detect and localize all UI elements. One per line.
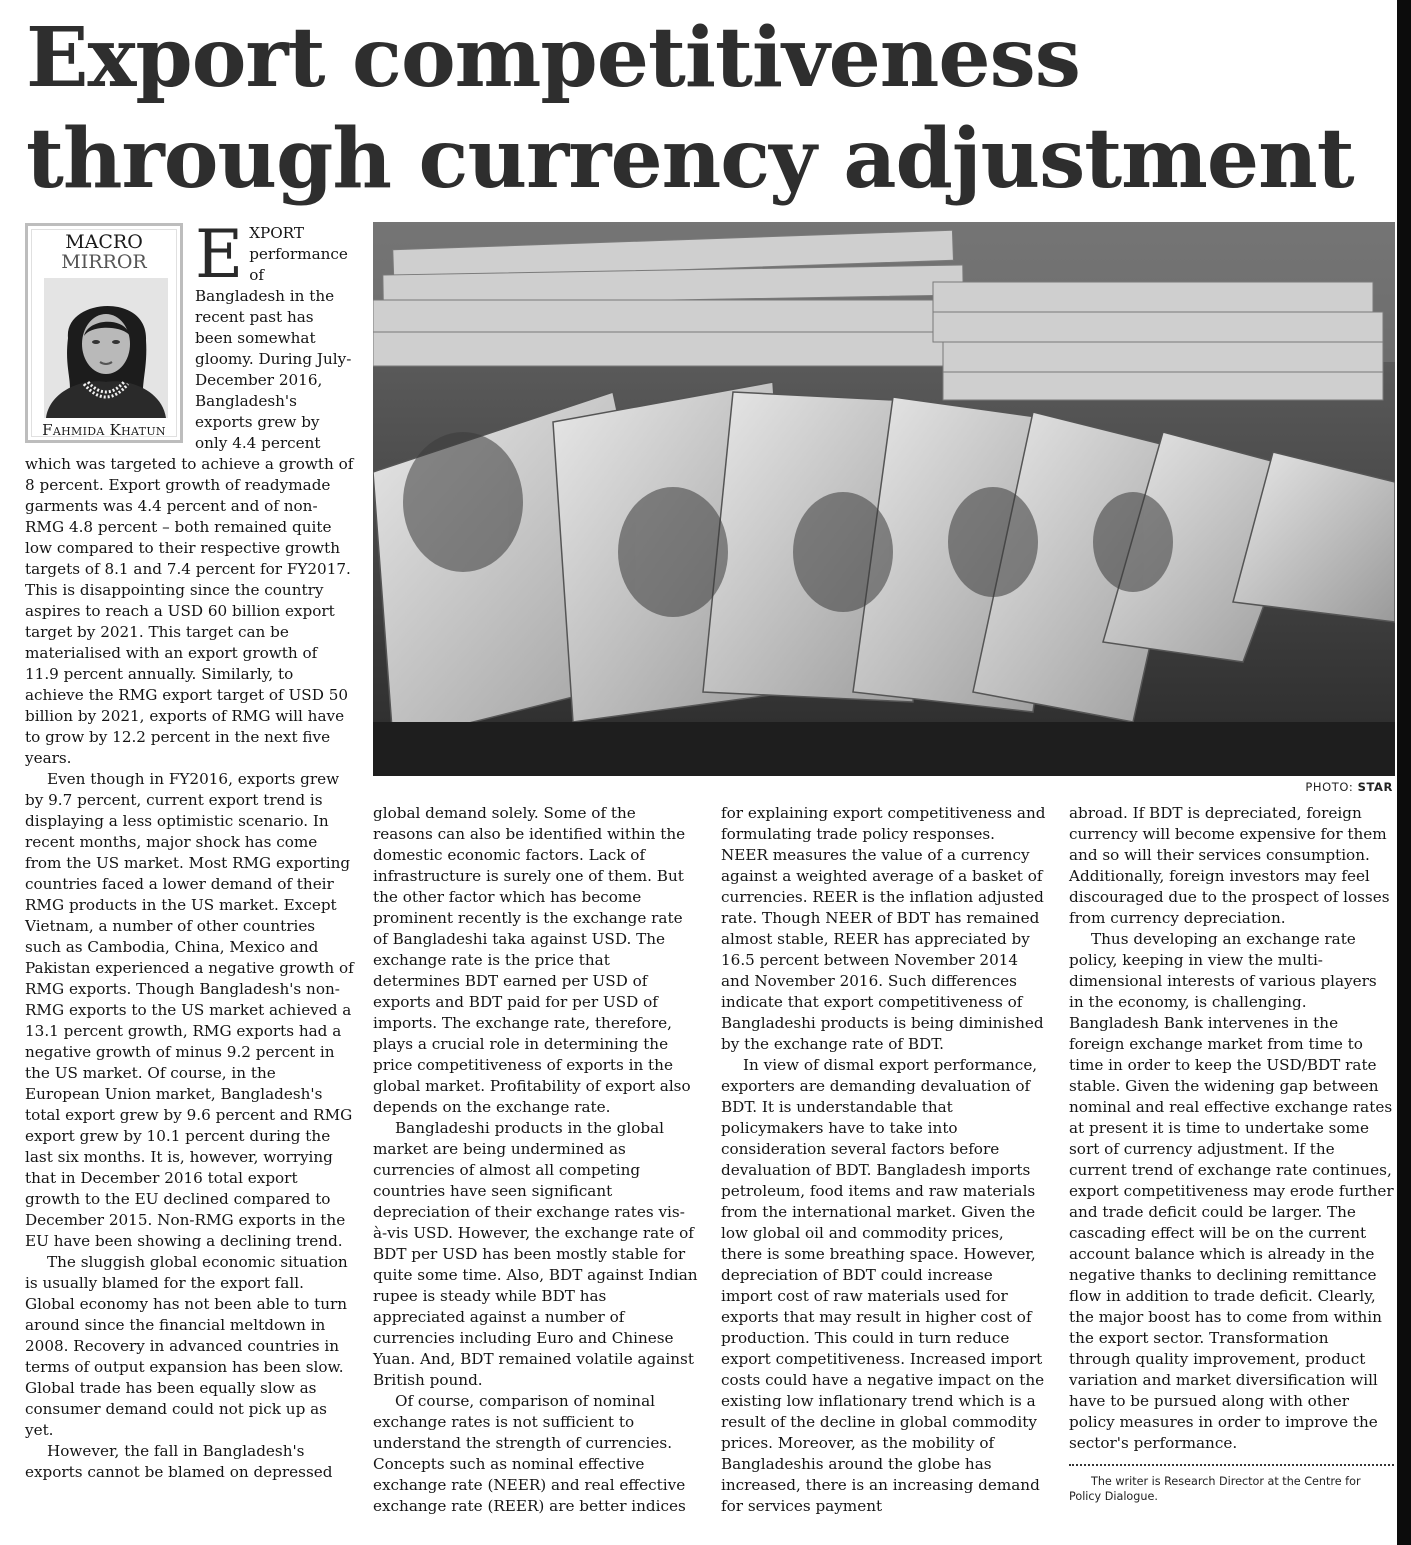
paragraph: Thus developing an exchange rate policy, keeping in view the multi-dimensional interests of various players in the economy, is challenging. Bangladesh Bank intervenes in the foreign exchange market from time to time in order to keep the USD/BDT rate stable. Given the widening gap between nominal and real effective exchange rates at present it is time to undertake some sort of currency adjustment. If the current trend of exchange rate continues, export competitiveness may erode further and trade deficit could be larger. The cascading effect will be on the current account balance which is already in the negative thanks to declining remittance flow in addition to trade deficit. Clearly, the major boost has to come from within the export sector. Transformation through quality improvement, product variation and market diversification will have to be pursued along with other policy measures in order to improve the sector's performance. xyxy=(1069,930,1394,1452)
author-name: Fahmida Khatun xyxy=(42,421,166,439)
headline: Export competitiveness through currency adjustment xyxy=(26,10,1354,207)
column-name-line2: MIRROR xyxy=(61,251,147,273)
writer-note: The writer is Research Director at the Centre for Policy Dialogue. xyxy=(1069,1475,1361,1503)
paragraph: global demand solely. Some of the reasons can also be identified within the domestic economic factors. Lack of infrastructure is surely one of them. But the other factor which has become prominent recently is the exchange rate of Bangladeshi taka against USD. The exchange rate is the price that determines BDT earned per USD of exports and BDT paid for per USD of imports. The exchange rate, therefore, plays a crucial role in determining the price competitiveness of exports in the global market. Profitability of export also depends on the exchange rate. xyxy=(373,804,691,1116)
paragraph: However, the fall in Bangladesh's exports cannot be blamed on depressed xyxy=(25,1442,333,1481)
paragraph: Of course, comparison of nominal exchange rates is not sufficient to understand the strength of currencies. Concepts such as nominal effective exchange rate (NEER) and real effective exchange rate (REER) are better indices xyxy=(373,1392,686,1515)
drop-cap: E xyxy=(195,216,244,293)
column-4 xyxy=(1069,803,1394,1504)
photo-credit-source: STAR xyxy=(1357,780,1393,794)
author-portrait-image xyxy=(44,278,168,418)
photo-credit xyxy=(1305,780,1393,794)
paragraph: abroad. If BDT is depreciated, foreign currency will become expensive for them and so will their services consumption. Additionally, foreign investors may feel discouraged due to the prospect of losses from currency depreciation. xyxy=(1069,804,1390,927)
column-name-line1: MACRO xyxy=(65,231,143,253)
author-portrait xyxy=(44,278,168,418)
paragraph: Even though in FY2016, exports grew by 9.7 percent, current export trend is displaying a less optimistic scenario. In recent months, major shock has come from the US market. Most RMG exporting countries faced a lower demand of their RMG products in the US market. Except Vietnam, a number of other countries such as Cambodia, China, Mexico and Pakistan experienced a negative growth of RMG exports. Though Bangladesh's non-RMG exports to the US market achieved a 13.1 percent growth, RMG exports had a negative growth of minus 9.2 percent in the US market. Of course, in the European Union market, Bangladesh's total export grew by 9.6 percent and RMG export grew by 10.1 percent during the last six months. It is, however, worrying that in December 2016 total export growth to the EU declined compared to December 2015. Non-RMG exports in the EU have been showing a declining trend. xyxy=(25,770,354,1250)
byline-box xyxy=(25,223,183,443)
column-2 xyxy=(373,803,698,1517)
banknotes-illustration xyxy=(373,222,1395,776)
column-3 xyxy=(721,803,1046,1517)
paragraph: Bangladeshi products in the global market are being undermined as currencies of almost all competing countries have seen significant depreciation of their exchange rates vis-à-vis USD. However, the exchange rate of BDT per USD has been mostly stable for quite some time. Also, BDT against Indian rupee is steady while BDT has appreciated against a number of currencies including Euro and Chinese Yuan. And, BDT remained volatile against British pound. xyxy=(373,1119,698,1389)
paragraph: The sluggish global economic situation is usually blamed for the export fall. Global economy has not been able to turn around since the financial meltdown in 2008. Recovery in advanced countries in terms of output expansion has been slow. Global trade has been equally slow as consumer demand could not pick up as yet. xyxy=(25,1253,348,1439)
photo-credit-label: PHOTO: xyxy=(1305,780,1354,794)
paragraph-text: XPORT performance of Bangladesh in the recent past has been somewhat gloomy. During July-December 2016, Bangladesh's exports grew by only 4.4 percent which was targeted to achieve a growth of 8 percent. Export growth of readymade garments was 4.4 percent and of non-RMG 4.8 percent – both remained quite low compared to their respective growth targets of 8.1 and 7.4 percent for FY2017. This is disappointing since the country aspires to reach a USD 60 billion export target by 2021. This target can be materialised with an export growth of 11.9 percent annually. Similarly, to achieve the RMG export target of USD 50 billion by 2021, exports of RMG will have to grow by 12.2 percent in the next five years. xyxy=(25,224,354,767)
currency-photo xyxy=(373,222,1395,776)
dotted-divider xyxy=(1069,1464,1394,1466)
column-1 xyxy=(25,216,355,1483)
paragraph: In view of dismal export performance, exporters are demanding devaluation of BDT. It is understandable that policymakers have to take into consideration several factors before devaluation of BDT. Bangladesh imports petroleum, food items and raw materials from the international market. Given the low global oil and commodity prices, there is some breathing space. However, depreciation of BDT could increase import cost of raw materials used for exports that may result in higher cost of production. This could in turn reduce export competitiveness. Increased import costs could have a negative impact on the existing low inflationary trend which is a result of the decline in global commodity prices. Moreover, as the mobility of Bangladeshis around the globe has increased, there is an increasing demand for services payment xyxy=(721,1056,1045,1515)
paragraph: for explaining export competitiveness and formulating trade policy responses. NEER measures the value of a currency against a weighted average of a basket of currencies. REER is the inflation adjusted rate. Though NEER of BDT has remained almost stable, REER has appreciated by 16.5 percent between November 2014 and November 2016. Such differences indicate that export competitiveness of Bangladeshi products is being diminished by the exchange rate of BDT. xyxy=(721,804,1046,1053)
page-edge-bar xyxy=(1397,0,1411,1545)
